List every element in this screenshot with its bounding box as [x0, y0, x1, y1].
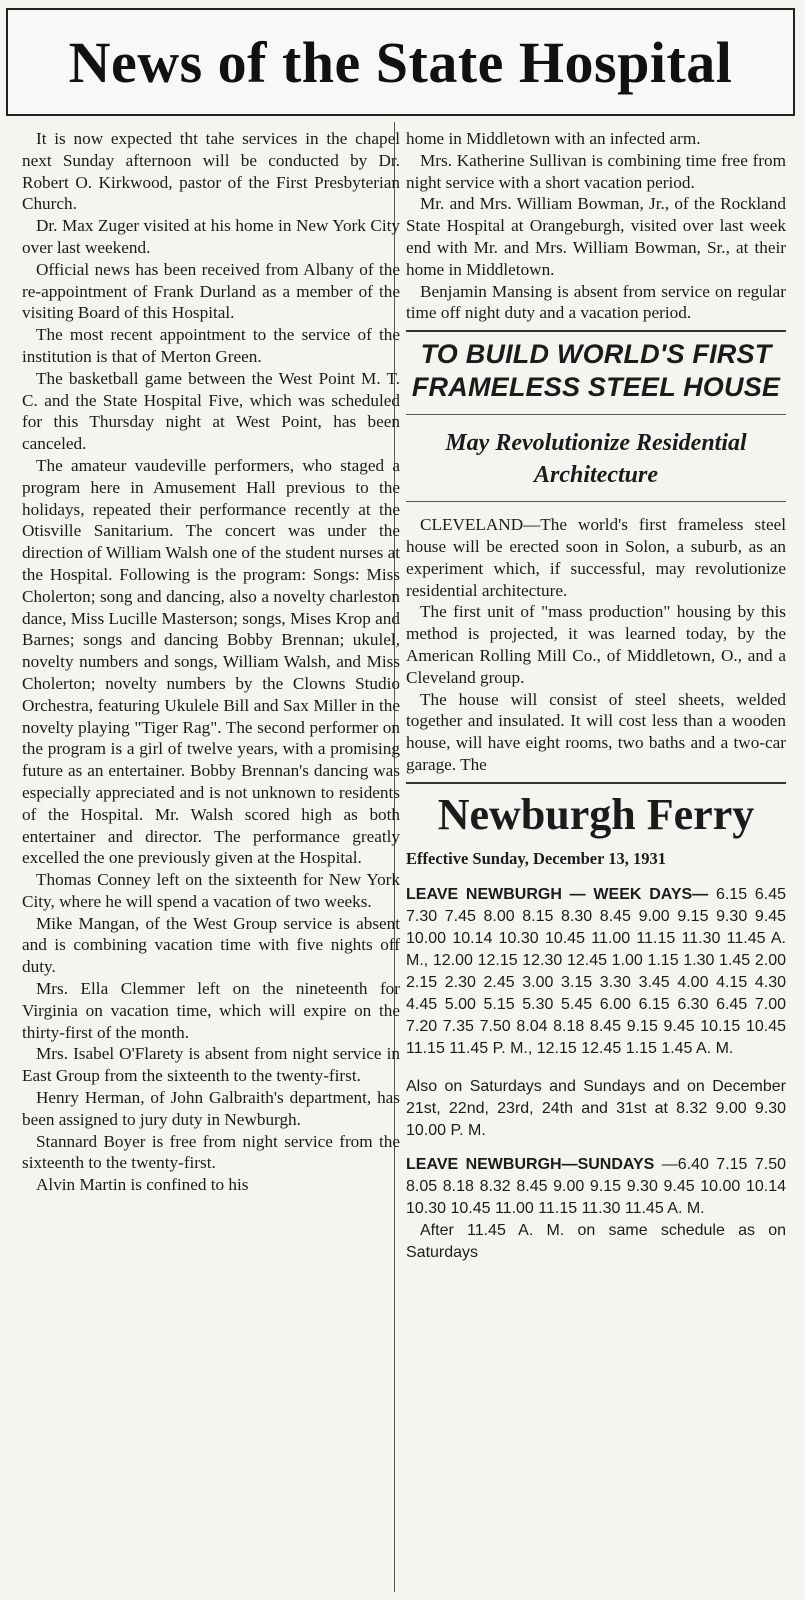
weekday-schedule-heading: LEAVE NEWBURGH — WEEK DAYS— — [406, 885, 709, 903]
news-item: Benjamin Mansing is absent from service on regular time off night duty and a vacation period. — [406, 281, 786, 323]
page-title: News of the State Hospital — [68, 29, 733, 95]
steel-house-headline: TO BUILD WORLD'S FIRST FRAMELESS STEEL HOUSE — [411, 339, 781, 403]
masthead — [6, 8, 795, 116]
news-item: The basketball game between the West Point M. T. C. and the State Hospital Five, which was scheduled for this Thursday night at West Point, has been canceled. — [22, 368, 400, 454]
section-rule — [406, 782, 786, 784]
article-paragraph: The house will consist of steel sheets, welded together and insulated. It will cost less than a wooden house, will have eight rooms, two baths and a two-car garage. The — [406, 689, 786, 774]
weekday-schedule — [406, 884, 786, 1060]
news-item: Stannard Boyer is free from night service from the sixteenth to the twenty-first. — [22, 1131, 400, 1173]
article-paragraph: The first unit of "mass production" housing by this method is projected, it was learned today, by the American Rolling Mill Co., of Middletown, O., and a Cleveland group. — [406, 602, 786, 687]
news-item: Mrs. Isabel O'Flarety is absent from night service in East Group from the sixteenth to the twenty-first. — [22, 1044, 400, 1086]
news-item: Henry Herman, of John Galbraith's department, has been assigned to jury duty in Newburgh. — [22, 1088, 400, 1129]
steel-house-deck: May Revolutionize Residential Architecture — [445, 430, 747, 489]
deck-rule — [406, 501, 786, 502]
news-item: It is now expected tht tahe services in the chapel next Sunday afternoon will be conducted by Dr. Robert O. Kirkwood, pastor of the First Presbyterian Church. — [22, 129, 400, 214]
news-item: Alvin Martin is confined to his — [36, 1175, 249, 1195]
article-paragraph: CLEVELAND—The world's first frameless steel house will be erected soon in Solon, a suburb, as an experiment which, if successful, may revolutionize residential architecture. — [406, 515, 786, 600]
section-rule — [406, 330, 786, 332]
sunday-schedule-heading: LEAVE NEWBURGH—SUNDAYS — [406, 1155, 655, 1173]
news-item: Mrs. Ella Clemmer left on the nineteenth for Virginia on vacation time, which will expire on the thirty-first of the month. — [22, 979, 400, 1042]
ferry-effective-date: Effective Sunday, December 13, 1931 — [406, 848, 666, 868]
headline-rule — [406, 414, 786, 415]
continued-item: home in Middletown with an infected arm. — [406, 129, 701, 148]
news-item: Thomas Conney left on the sixteenth for New York City, where he will spend a vacation of two weeks. — [22, 870, 400, 911]
news-item: Mr. and Mrs. William Bowman, Jr., of the Rockland State Hospital at Orangeburgh, visited over last week end with Mr. and Mrs. William Bowman, Sr., at their home in Middletown. — [406, 194, 786, 279]
news-item: The most recent appointment to the service of the institution is that of Merton Green. — [22, 325, 400, 366]
sunday-times: —6.40 7.15 7.50 8.05 8.18 8.32 8.45 9.00 9.15 9.30 9.45 10.00 10.14 10.30 10.45 11.00 11.15 11.30 11.45 A. M. — [406, 1155, 786, 1217]
news-item: Mrs. Katherine Sullivan is combining time free from night service with a short vacation period. — [406, 150, 786, 192]
hospital-news-column — [22, 128, 400, 1196]
after-note: After 11.45 A. M. on same schedule as on Saturdays — [406, 1221, 786, 1261]
news-item: Mike Mangan, of the West Group service is absent and is combining vacation time with five nights off duty. — [22, 913, 400, 977]
ferry-title: Newburgh Ferry — [437, 789, 755, 839]
news-item: Dr. Max Zuger visited at his home in New York City over last weekend. — [22, 216, 400, 257]
weekday-times: 6.15 6.45 7.30 7.45 8.00 8.15 8.30 8.45 9.00 9.15 9.30 9.45 10.00 10.14 10.30 10.45 11.00 11.15 11.30 11.45 A. M., 12.00 12.15 12.30 12.45 1.00 1.15 1.30 1.45 2.00 2.15 2.30 2.45 3.00 3.15 3.30 3.45 4.00 4.15 4.30 4.45 5.00 5.15 5.30 5.45 6.00 6.15 6.30 6.45 7.00 7.20 7.35 7.50 8.04 8.18 8.45 9.15 9.45 10.15 10.45 11.15 11.45 P. M., 12.15 12.45 1.15 1.45 A. M. — [406, 885, 786, 1057]
news-item: Official news has been received from Albany of the re-appointment of Frank Durland as a member of the visiting Board of this Hospital. — [22, 259, 400, 323]
sunday-schedule — [406, 1154, 786, 1220]
news-item: The amateur vaudeville performers, who staged a program here in Amusement Hall previous to the holidays, repeated their performance recently at the Otisville Sanitarium. The concert was under the direction of William Walsh one of the student nurses at the Hospital. Following is the program: Songs: Miss Cholerton; song and dancing, also a novelty charleston dance, Miss Lucille Masterson; songs, Mises Krop and Barnes; songs and dancing Bobby Brennan; ukulel, novelty numbers and songs, William Walsh, and Miss Cholerton; novelty numbers by the Clowns Studio Orchestra, featuring Ukulele Bill and Sax Miller in the novelty playing "Tiger Rag". The second performer on the program is a girl of twelve years, with a promising future as an entertainer. Bobby Brennan's dancing was especially appreciated and is not unknown to residents of the Hospital. Mr. Walsh scored high as both entertainer and director. The performance greatly excelled the one previously given at the Hospital. — [22, 455, 400, 868]
saturday-note: Also on Saturdays and Sundays and on December 21st, 22nd, 23rd, 24th and 31st at 8.32 9.00 9.30 10.00 P. M. — [406, 1077, 786, 1139]
right-column — [406, 128, 786, 1264]
